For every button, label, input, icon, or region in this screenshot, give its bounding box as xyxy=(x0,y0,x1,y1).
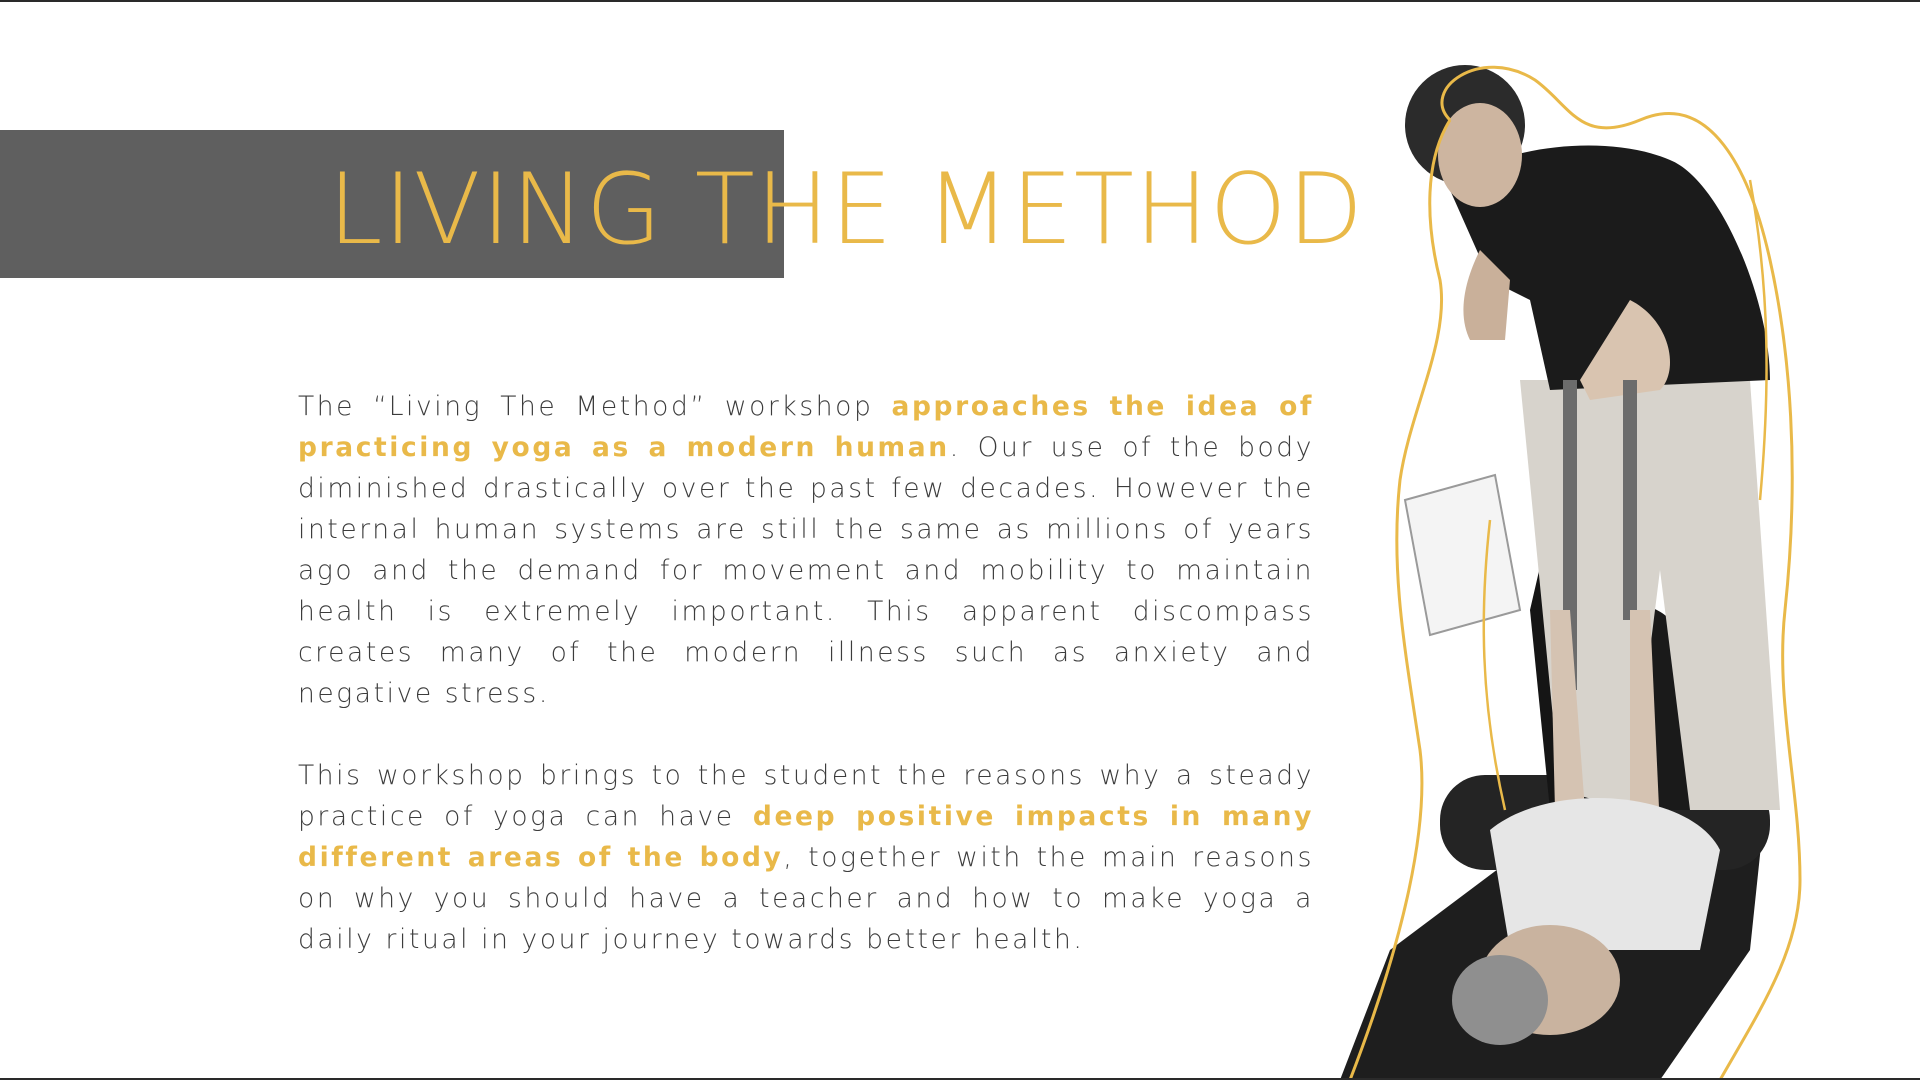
paragraph-2-text-a: This workshop brings to the student the reasons why a steady practice of yoga can have xyxy=(298,760,1314,832)
student-top xyxy=(1490,798,1720,950)
page-title: LIVING THE METHOD xyxy=(328,153,1365,267)
body-text xyxy=(298,386,1314,960)
paragraph-1 xyxy=(298,386,1314,714)
paragraph-1-highlight: approaches the idea of practicing yoga as a modern human xyxy=(298,391,1315,463)
paragraph-2-highlight: deep positive impacts in many different areas of the body xyxy=(298,801,1315,873)
paragraph-2 xyxy=(298,755,1314,960)
paragraph-2-text-b: , together with the main reasons on why you should have a teacher and how to make yoga a daily ritual in your journey towards better health. xyxy=(298,842,1314,955)
top-rule xyxy=(0,0,1920,2)
yoga-adjustment-photo xyxy=(1330,50,1890,1080)
paragraph-1-text-a: The “Living The Method” workshop xyxy=(298,391,892,422)
student-hair xyxy=(1452,955,1548,1045)
paper-sheets xyxy=(1405,475,1520,635)
paragraph-1-text-b: . Our use of the body diminished drastically over the past few decades. However the internal human systems are still the same as millions of years ago and the demand for movement and mobility to maintain health is extremely important. This apparent discompass creates many of the modern illness such as anxiety and negative stress. xyxy=(298,432,1315,709)
